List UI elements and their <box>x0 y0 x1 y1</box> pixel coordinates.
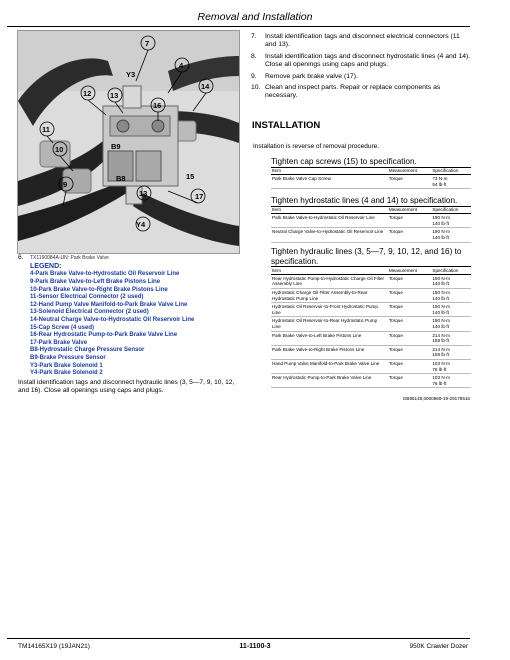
spec-value <box>431 288 471 302</box>
spec-item: Rear Hydrostatic Pump-to-Hydrostatic Charge Oil Filter Assembly Line <box>271 274 388 288</box>
table-row <box>271 214 471 228</box>
step-item <box>251 53 471 70</box>
page-header-title: Removal and Installation <box>197 11 313 23</box>
callout-9: 9 <box>63 180 68 189</box>
spec-measurement: Torque <box>388 374 432 388</box>
spec-item: Park Brake Valve Cap Screw <box>271 175 388 189</box>
legend-item: Y3-Park Brake Solenoid 1 <box>30 362 103 369</box>
callout-17: 17 <box>195 192 204 201</box>
footer-machine-model: 950K Crawler Dozer <box>409 643 468 650</box>
spec-value-metric: 103 N·m <box>432 360 450 366</box>
spec-value-metric: 190 N·m <box>432 215 450 221</box>
spec-value <box>431 345 471 359</box>
spec-measurement: Torque <box>388 303 432 317</box>
spec-measurement: Torque <box>388 345 432 359</box>
spec-item: Hydrostatic Oil Reservoir-to-Rear Hydrostatic Pump Line <box>271 317 388 331</box>
footer-divider <box>7 638 470 639</box>
legend-item: 12-Hand Pump Valve Manifold-to-Park Brake Valve Line <box>30 301 188 308</box>
spec-table <box>271 206 471 243</box>
spec-item: Park Brake Valve-to-Right Brake Pistons Line <box>271 345 388 359</box>
step-6-number: 6. <box>18 254 24 261</box>
spec-value-imperial: 140 lb·ft <box>432 309 449 315</box>
spec-value <box>431 274 471 288</box>
spec-column-header: Measurement <box>388 267 432 275</box>
spec-item: Rear Hydrostatic Pump-to-Park Brake Valve Line <box>271 374 388 388</box>
legend-item: 10-Park Brake Valve-to-Right Brake Pistons Line <box>30 286 168 293</box>
callout-4: 4 <box>179 61 184 70</box>
legend-item: 14-Neutral Charge Valve-to-Hydrostatic Oil Reservoir Line <box>30 316 195 323</box>
removal-steps <box>251 33 471 104</box>
step-text: Install identification tags and disconnect electrical connectors (11 and 13). <box>265 33 460 49</box>
table-row <box>271 175 471 189</box>
spec-item: Neutral Charge Valve-to-Hydrostatic Oil Reservoir Line <box>271 228 388 242</box>
table-row <box>271 345 471 359</box>
step-6-block <box>18 254 240 395</box>
spec-value <box>431 359 471 373</box>
spec-value-imperial: 140 lb·ft <box>432 234 449 240</box>
park-brake-valve-figure <box>17 30 240 254</box>
spec-column-header: Specification <box>431 267 471 275</box>
callout-16: 16 <box>153 101 162 110</box>
spec-column-header: Item <box>271 267 388 275</box>
table-row <box>271 359 471 373</box>
callout-12: 12 <box>83 89 92 98</box>
spec-value <box>431 331 471 345</box>
spec-measurement: Torque <box>388 359 432 373</box>
installation-note: Installation is reverse of removal procedure. <box>253 143 380 150</box>
spec-heading: Tighten cap screws (15) to specification. <box>271 157 417 166</box>
legend-item: 13-Solenoid Electrical Connector (2 used) <box>30 309 149 316</box>
spec-value-imperial: 158 lb·ft <box>432 352 449 358</box>
spec-value-imperial: 140 lb·ft <box>432 220 449 226</box>
spec-value-imperial: 158 lb·ft <box>432 338 449 344</box>
spec-column-header: Specification <box>431 167 471 175</box>
callout-10: 10 <box>55 145 64 154</box>
spec-column-header: Item <box>271 206 388 214</box>
spec-value-imperial: 76 lb·ft <box>432 380 447 386</box>
step-number: 8. <box>251 52 257 60</box>
legend-title: LEGEND: <box>30 263 62 271</box>
legend-item: 9-Park Brake Valve-to-Left Brake Pistons Line <box>30 279 161 285</box>
spec-measurement: Torque <box>388 317 432 331</box>
spec-block-hydraulic-lines <box>271 247 471 388</box>
legend-item: B9-Brake Pressure Sensor <box>30 354 106 361</box>
spec-item: Park Brake Valve-to-Left Brake Pistons Line <box>271 331 388 345</box>
spec-item: Hand Pump Valve Manifold-to-Park Brake Valve Line <box>271 359 388 373</box>
step-text: Install identification tags and disconnect hydrostatic lines (4 and 14). Close all openings using caps and plugs. <box>265 52 471 69</box>
table-row <box>271 374 471 388</box>
legend-list <box>30 271 240 377</box>
step-item <box>251 84 471 101</box>
table-row <box>271 274 471 288</box>
step-item <box>251 33 471 50</box>
spec-value-metric: 190 N·m <box>432 229 450 235</box>
spec-heading: Tighten hydrostatic lines (4 and 14) to specification. <box>271 196 458 205</box>
step-6-instruction: Install identification tags and disconnect hydraulic lines (3, 5—7, 9, 10, 12, and 16). Close all openings using caps and plugs. <box>18 378 235 394</box>
spec-value-metric: 190 N·m <box>432 289 450 295</box>
spec-value-metric: 190 N·m <box>432 304 450 310</box>
spec-value-imperial: 140 lb·ft <box>432 295 449 301</box>
spec-measurement: Torque <box>388 175 432 189</box>
callout-b9: B9 <box>111 142 121 151</box>
spec-value-imperial: 54 lb·ft <box>432 181 447 187</box>
callout-11: 11 <box>42 125 50 134</box>
callout-14: 14 <box>201 82 210 91</box>
spec-value-metric: 190 N·m <box>432 318 450 324</box>
legend-item: 17-Park Brake Valve <box>30 339 88 346</box>
step-text: Clean and inspect parts. Repair or replace components as necessary. <box>265 84 441 100</box>
spec-item: Hydrostatic Oil Reservoir-to-Front Hydrostatic Pump Line <box>271 303 388 317</box>
park-brake-valve-illustration <box>18 31 239 253</box>
step-item <box>251 73 471 81</box>
spec-item: Park Brake Valve-to-Hydrostatic Oil Reservoir Line <box>271 214 388 228</box>
step-number: 7. <box>251 33 257 40</box>
header-divider <box>7 26 470 27</box>
spec-value <box>431 303 471 317</box>
callout-15: 15 <box>186 172 195 181</box>
step-text: Remove park brake valve (17). <box>265 72 358 80</box>
callout-13-bottom: 13 <box>139 189 148 198</box>
spec-value <box>431 214 471 228</box>
callout-7: 7 <box>145 39 150 48</box>
step-number: 10. <box>251 84 261 92</box>
installation-title: INSTALLATION <box>252 120 321 131</box>
spec-value-metric: 214 N·m <box>432 346 450 352</box>
spec-value <box>431 175 471 189</box>
spec-value-imperial: 76 lb·ft <box>432 366 447 372</box>
spec-value <box>431 317 471 331</box>
spec-column-header: Measurement <box>388 206 432 214</box>
spec-block-cap-screws <box>271 157 471 189</box>
spec-measurement: Torque <box>388 214 432 228</box>
callout-y3: Y3 <box>126 70 136 79</box>
callout-b8: B8 <box>116 174 126 183</box>
table-row <box>271 331 471 345</box>
spec-measurement: Torque <box>388 274 432 288</box>
footer-manual-id: TM14165X19 (19JAN21) <box>18 643 90 650</box>
spec-column-header: Item <box>271 167 388 175</box>
spec-value-imperial: 140 lb·ft <box>432 323 449 329</box>
footer-page-number: 11-1100-3 <box>239 643 271 650</box>
spec-value-metric: 73 N·m <box>432 176 448 182</box>
spec-value-imperial: 140 lb·ft <box>432 281 449 287</box>
legend-item: 15-Cap Screw (4 used) <box>30 324 95 331</box>
spec-measurement: Torque <box>388 288 432 302</box>
figure-caption: TX1190084A-UN: Park Brake Valve <box>30 255 109 261</box>
spec-table <box>271 167 471 190</box>
legend-item: B8-Hydrostatic Charge Pressure Sensor <box>30 347 145 354</box>
spec-value-metric: 190 N·m <box>432 275 450 281</box>
spec-value-metric: 214 N·m <box>432 332 450 338</box>
spec-value <box>431 374 471 388</box>
spec-value-metric: 103 N·m <box>432 375 450 381</box>
spec-block-hydrostatic-lines <box>271 196 471 243</box>
spec-measurement: Torque <box>388 331 432 345</box>
step-number: 9. <box>251 72 257 80</box>
spec-value <box>431 228 471 242</box>
legend-item: 4-Park Brake Valve-to-Hydrostatic Oil Reservoir Line <box>30 271 180 278</box>
spec-measurement: Torque <box>388 228 432 242</box>
spec-column-header: Measurement <box>388 167 432 175</box>
document-reference: DB95148,0000869-19-29178516 <box>403 396 470 401</box>
table-row <box>271 228 471 242</box>
callout-y4: Y4 <box>136 220 146 229</box>
spec-table <box>271 266 471 388</box>
legend-item: 11-Sensor Electrical Connector (2 used) <box>30 294 144 301</box>
callout-13-top: 13 <box>110 91 119 100</box>
table-row <box>271 317 471 331</box>
legend-item: 16-Rear Hydrostatic Pump-to-Park Brake Valve Line <box>30 332 178 339</box>
legend-item: Y4-Park Brake Solenoid 2 <box>30 370 103 377</box>
spec-item: Hydrostatic Charge Oil Filter Assembly-to-Rear Hydrostatic Pump Line <box>271 288 388 302</box>
spec-column-header: Specification <box>431 206 471 214</box>
table-row <box>271 288 471 302</box>
table-row <box>271 303 471 317</box>
spec-heading: Tighten hydraulic lines (3, 5—7, 9, 10, 12, and 16) to specification. <box>271 247 462 266</box>
